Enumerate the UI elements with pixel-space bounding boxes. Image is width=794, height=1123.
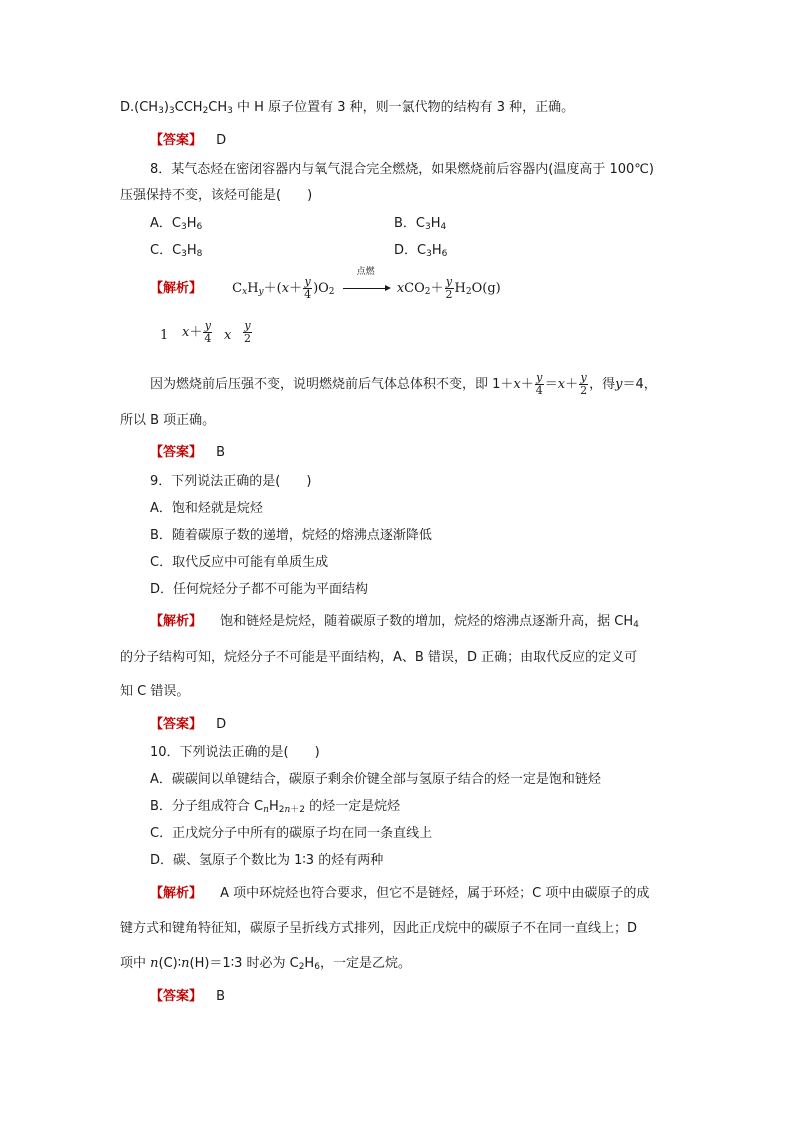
q8-option-c: C．$C_3H_8$ [150, 243, 203, 259]
answer-label: 【答案】 [150, 717, 203, 732]
q10-explanation-line1: 【解析】 A 项中环烷烃也符合要求，但它不是链烃，属于环烃；C 项中由碳原子的成 [150, 886, 650, 901]
answer-value: D [216, 133, 227, 148]
q9-explanation-line3: 知 C 错误。 [120, 684, 190, 699]
q10-stem: 10．下列说法正确的是( ) [150, 745, 320, 760]
q9-option-c: C．取代反应中可能有单质生成 [150, 555, 329, 570]
analysis-label: 【解析】 [150, 281, 203, 296]
q10-option-d: D．碳、氢原子个数比为 1∶3 的烃有两种 [150, 853, 384, 868]
q10-option-c: C．正戊烷分子中所有的碳原子均在同一条直线上 [150, 826, 433, 841]
q9-explanation-line1: 【解析】 饱和链烃是烷烃，随着碳原子数的增加，烷烃的熔沸点逐渐升高，据 $CH_4$ [150, 614, 639, 630]
analysis-label: 【解析】 [150, 614, 203, 629]
q8-answer [150, 443, 225, 463]
q8-coefficients-row: 1 x＋ $\frac{y}{4}$ x $\frac{y}{2}$ [160, 319, 251, 345]
q10-option-b: B．分子组成符合 $C_nH_{2n+2}$ 的烃一定是烷烃 [150, 799, 401, 815]
answer-label: 【答案】 [150, 445, 203, 460]
q10-explanation-line3: 项中 n(C)∶n(H)＝1∶3 时必为 $C_2H_6$，一定是乙烷。 [120, 956, 411, 972]
q10-answer [150, 987, 225, 1007]
q8-option-a: A．$C_3H_6$ [150, 216, 203, 232]
q8-equation: 【解析】 $C_xH_y+(x+$ $\frac{y}{4}$ )$O_2$ 点燃 xCO$_2$＋ $\frac{y}{2}$ $H_2O(g)$ [150, 267, 501, 301]
q8-stem-line2: 压强保持不变，该烃可能是( ) [120, 188, 313, 203]
answer-label: 【答案】 [150, 133, 203, 148]
q7-option-d-explanation: $D.(CH_3)_3CCH_2CH_3$ 中 H 原子位置有 3 种，则一氯代物的结构有 3 种，正确。 [120, 100, 575, 116]
q8-stem-line1: 8．某气态烃在密闭容器内与氧气混合完全燃烧，如果燃烧前后容器内(温度高于 100℃) [150, 162, 654, 177]
answer-label: 【答案】 [150, 989, 203, 1004]
q10-option-a: A．碳碳间以单键结合，碳原子剩余价键全部与氢原子结合的烃一定是饱和链烃 [150, 772, 601, 787]
q9-explanation-line2: 的分子结构可知，烷烃分子不可能是平面结构，A、B 错误，D 正确；由取代反应的定义可 [120, 650, 638, 665]
q9-stem: 9．下列说法正确的是( ) [150, 474, 312, 489]
q8-option-b: B．$C_3H_4$ [394, 216, 447, 232]
q7-answer [150, 131, 226, 151]
answer-value: B [216, 445, 226, 460]
q9-option-b: B．随着碳原子数的递增，烷烃的熔沸点逐渐降低 [150, 528, 432, 543]
q9-option-d: D．任何烷烃分子都不可能为平面结构 [150, 582, 369, 597]
q8-option-d: D．$C_3H_6$ [394, 243, 448, 259]
q9-answer [150, 715, 226, 735]
reaction-arrow: 点燃 [341, 277, 391, 301]
q10-explanation-line2: 键方式和键角特征知，碳原子呈折线方式排列，因此正戊烷中的碳原子不在同一直线上；D [120, 921, 638, 936]
q8-explanation-line1: 因为燃烧前后压强不变，说明燃烧前后气体总体积不变，即 1＋x＋ $\frac{y}{4}$ ＝x＋ $\frac{y}{2}$ ，得y＝4， [150, 371, 657, 397]
q8-explanation-line2: 所以 B 项正确。 [120, 413, 216, 428]
answer-value: B [216, 989, 226, 1004]
q9-option-a: A．饱和烃就是烷烃 [150, 501, 263, 516]
analysis-label: 【解析】 [150, 886, 203, 901]
answer-value: D [216, 717, 227, 732]
